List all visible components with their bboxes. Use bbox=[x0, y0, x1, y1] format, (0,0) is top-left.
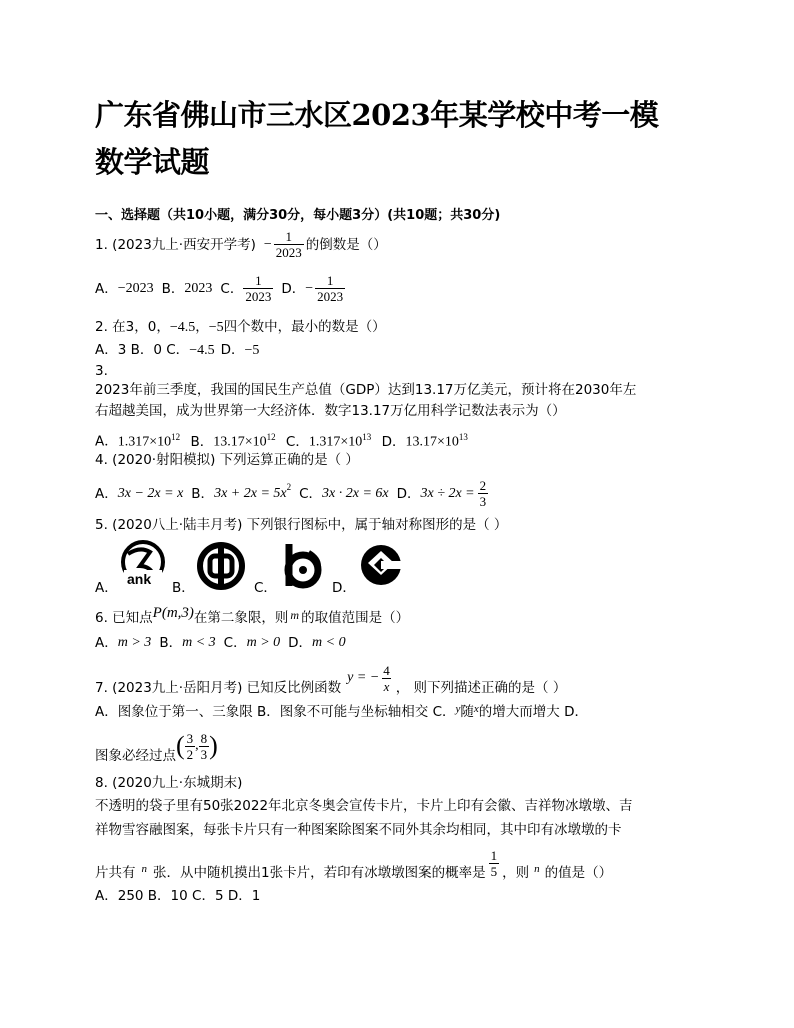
q4-opt-d-num: 2 bbox=[479, 478, 487, 493]
q7-pt-sep: , bbox=[195, 738, 199, 753]
q4-opt-d-label: D． bbox=[396, 485, 421, 502]
q3-opt-c-base: 1.317×10 bbox=[308, 434, 363, 450]
q1-opt-d-fraction bbox=[315, 273, 345, 304]
q4-opt-b-label: B． bbox=[191, 485, 215, 502]
q1-opt-c-label: C． bbox=[220, 280, 244, 297]
q7-func-num: 4 bbox=[383, 662, 390, 678]
q4-opt-a: 3x − 2x = x bbox=[117, 485, 184, 501]
q4-opt-d-fraction bbox=[478, 478, 489, 509]
q4-opt-b-base: 3x + 2x = 5x bbox=[214, 485, 287, 501]
question-1-options bbox=[95, 273, 345, 304]
q6-opt-b-label: B． bbox=[159, 635, 183, 651]
q6-opt-d-label: D． bbox=[288, 635, 313, 651]
q2-stem-b: 四个数中，最小的数是（） bbox=[223, 319, 386, 335]
q1-source: 1. (2023九上·西安开学考) bbox=[95, 236, 256, 253]
q8-var-n-2: n bbox=[534, 863, 540, 875]
q1-fraction bbox=[274, 229, 304, 260]
q2-opt-d-label: D． bbox=[220, 342, 245, 358]
q1-suffix: 的倒数是（） bbox=[305, 236, 387, 253]
q3-opt-a-base: 1.317×10 bbox=[117, 434, 172, 450]
q8-prob-num: 1 bbox=[490, 847, 498, 863]
q5-opt-d-label: D． bbox=[332, 580, 356, 596]
q7-stem-a: 7. (2023九上·岳阳月考) 已知反比例函数 bbox=[95, 680, 342, 696]
bank-logo-a bbox=[118, 540, 168, 588]
question-3-options bbox=[95, 428, 468, 452]
q7-stem-b: ， 则下列描述正确的是（ ） bbox=[395, 680, 567, 696]
bank-logo-a-text: ank bbox=[127, 571, 152, 587]
q7-pt-num2: 8 bbox=[200, 730, 208, 746]
q7-var-x: x bbox=[473, 703, 479, 715]
q7-pt-den1: 2 bbox=[186, 746, 194, 762]
q3-opt-a-exp: 12 bbox=[171, 432, 181, 442]
question-8-line3 bbox=[95, 842, 612, 884]
q3-opt-d-base: 13.17×10 bbox=[405, 434, 459, 450]
q7-pt-frac2 bbox=[199, 731, 210, 762]
q4-opt-a-label: A． bbox=[95, 485, 118, 502]
question-4-options bbox=[95, 478, 488, 509]
q4-opt-b-exp: 2 bbox=[286, 482, 292, 492]
q3-opt-b-base: 13.17×10 bbox=[213, 434, 267, 450]
q7-var-y: y bbox=[455, 703, 461, 715]
q8-line3-b: 张．从中随机摸出1张卡片，若印有冰墩墩图案的概率是 bbox=[153, 865, 486, 881]
q3-opt-a-label: A． bbox=[95, 433, 118, 450]
question-7-line3: 图象必经过点 ( $\frac{3}{2}$ , $\frac{8}{3}$ ) bbox=[95, 730, 218, 764]
q7-func-den: x bbox=[383, 678, 390, 694]
section-header: 一、选择题（共10小题，满分30分，每小题3分）(共10题；共30分) bbox=[95, 208, 501, 223]
q3-opt-c-label: C． bbox=[285, 433, 309, 450]
q1-opt-a-label: A． bbox=[95, 280, 118, 297]
q1-frac-num: 1 bbox=[285, 229, 293, 244]
bank-logo-c bbox=[275, 540, 325, 590]
q6-stem-b: 在第二象限，则 bbox=[193, 610, 289, 626]
q6-stem-a: 6. 已知点 bbox=[95, 610, 153, 626]
question-7-line2 bbox=[95, 703, 588, 722]
q7-func-prefix: y = − bbox=[347, 670, 380, 685]
q6-stem-c: 的取值范围是（） bbox=[301, 610, 410, 626]
q2-opts-ab: A．3 B．0 C． bbox=[95, 342, 190, 358]
q5-opt-c-label: C． bbox=[254, 580, 277, 596]
question-7-stem bbox=[95, 656, 566, 700]
q2-stem-a: 2. 在3，0， bbox=[95, 319, 170, 335]
q4-opt-c-label: C． bbox=[299, 485, 323, 502]
q3-opt-b-label: B． bbox=[190, 433, 214, 450]
q1-frac-den: 2023 bbox=[275, 245, 302, 260]
bank-logo-b bbox=[196, 541, 246, 591]
q1-opt-b: 2023 bbox=[184, 280, 213, 296]
q7-line3: 图象必经过点 bbox=[95, 748, 176, 764]
question-8-line1: 不透明的袋子里有50张2022年北京冬奥会宣传卡片，卡片上印有会徽、吉祥物冰墩墩、吉 bbox=[95, 798, 633, 814]
page-title-line2: 数学试题 bbox=[95, 145, 210, 179]
bank-logo-d bbox=[356, 541, 406, 589]
question-1-stem bbox=[95, 229, 387, 260]
q1-opt-c-fraction bbox=[243, 273, 273, 304]
question-3-line1: 2023年前三季度，我国的国民生产总值（GDP）达到13.17万亿美元，预计将在2030年左 bbox=[95, 382, 637, 398]
q4-opt-c: 3x · 2x = 6x bbox=[322, 485, 389, 501]
q1-opt-c-num: 1 bbox=[255, 273, 262, 288]
q1-opt-d-label: D． bbox=[281, 280, 306, 297]
q8-var-n: n bbox=[141, 863, 147, 875]
q8-line3-d: 的值是（） bbox=[544, 865, 613, 881]
q6-opt-c: m > 0 bbox=[246, 635, 281, 650]
q1-opt-b-label: B． bbox=[161, 280, 185, 297]
q6-point: P(m,3) bbox=[152, 605, 194, 621]
q6-var-m: m bbox=[290, 608, 300, 622]
q7-line2-c: 的增大而增大 D． bbox=[478, 704, 588, 720]
q6-opt-a-label: A． bbox=[95, 635, 118, 651]
q5-opt-b-label: B． bbox=[172, 580, 195, 596]
q2-opt-c: −4.5 bbox=[189, 343, 215, 358]
q7-line2-b: 随 bbox=[460, 704, 474, 720]
q8-prob-den: 5 bbox=[490, 863, 498, 879]
q8-prob-fraction bbox=[489, 848, 500, 879]
question-4-stem: 4. (2020·射阳模拟) 下列运算正确的是（ ） bbox=[95, 452, 359, 468]
q8-line3-c: ，则 bbox=[502, 865, 530, 881]
q1-neg-sign: − bbox=[263, 236, 272, 252]
q4-opt-d-den: 3 bbox=[479, 494, 487, 509]
q8-line3-a: 片共有 bbox=[95, 865, 136, 881]
q3-opt-d-exp: 13 bbox=[458, 432, 468, 442]
q2-val1: −4.5 bbox=[169, 320, 196, 335]
q6-opt-c-label: C． bbox=[223, 635, 247, 651]
q1-opt-d-num: 1 bbox=[326, 273, 334, 288]
q1-opt-d-neg: − bbox=[305, 280, 314, 296]
q7-pt-frac1 bbox=[185, 731, 196, 762]
q3-opt-c-exp: 13 bbox=[362, 432, 372, 442]
question-8-stem: 8. (2020九上·东城期末) bbox=[95, 775, 243, 791]
question-2-options bbox=[95, 341, 259, 360]
q1-opt-d-den: 2023 bbox=[317, 289, 344, 304]
question-6-stem bbox=[95, 605, 410, 627]
q2-sep: ， bbox=[195, 319, 209, 335]
question-8-options: A．250 B．10 C．5 D．1 bbox=[95, 888, 261, 904]
q7-func-fraction bbox=[381, 663, 392, 694]
q4-opt-d-prefix: 3x ÷ 2x = bbox=[420, 485, 475, 501]
q2-opt-d: −5 bbox=[244, 343, 260, 358]
q3-opt-b-exp: 12 bbox=[266, 432, 276, 442]
q3-opt-d-label: D． bbox=[381, 433, 406, 450]
q7-pt-den2: 3 bbox=[200, 746, 208, 762]
q1-opt-a: −2023 bbox=[117, 280, 154, 296]
q6-opt-b: m < 3 bbox=[182, 635, 216, 650]
q7-pt-num1: 3 bbox=[186, 730, 194, 746]
question-3-number: 3. bbox=[95, 363, 108, 379]
question-8-line2: 祥物雪容融图案，每张卡片只有一种图案除图案不同外其余均相同，其中印有冰墩墩的卡 bbox=[95, 822, 622, 838]
page-title: 广东省佛山市三水区2023年某学校中考一模 bbox=[95, 98, 659, 132]
q5-opt-a-label: A． bbox=[95, 580, 118, 596]
q2-val2: −5 bbox=[208, 320, 224, 335]
q1-opt-c-den: 2023 bbox=[245, 289, 272, 304]
question-2-stem bbox=[95, 318, 386, 337]
question-6-options bbox=[95, 634, 346, 652]
q7-line2-a: A．图象位于第一、三象限 B．图象不可能与坐标轴相交 C． bbox=[95, 704, 456, 720]
question-5-stem: 5. (2020八上·陆丰月考) 下列银行图标中，属于轴对称图形的是（ ） bbox=[95, 517, 508, 533]
question-3-line2: 右超越美国，成为世界第一大经济体．数字13.17万亿用科学记数法表示为（） bbox=[95, 403, 566, 419]
q6-opt-a: m > 3 bbox=[117, 635, 152, 650]
q6-opt-d: m < 0 bbox=[312, 635, 346, 650]
